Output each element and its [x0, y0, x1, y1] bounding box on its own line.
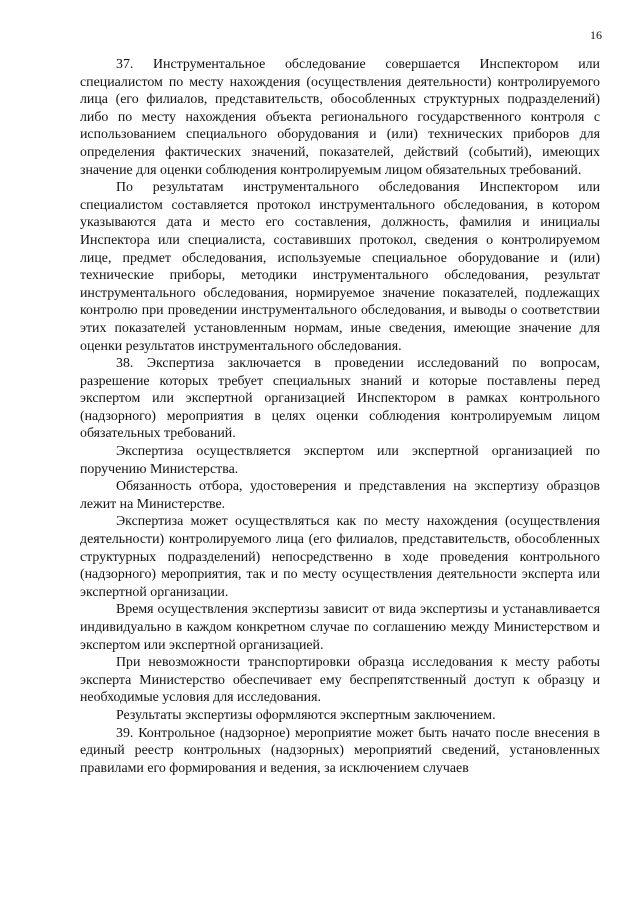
paragraph-inspection-protocol: По результатам инструментального обследования Инспектором или специалистом составляется протокол инструментального обследования, в котором указываются дата и место его составления, должность, фамилия и инициалы Инспектора или специалиста, составивших протокол, сведения о контролируемом лице, предмет обследования, используемые специальное оборудование и (или) технические приборы, методики инструментального обследования, результат инструментального обследования, нормируемое значение показателей, подлежащих контролю при проведении инструментального обследования, и выводы о соответствии этих показателей установленным нормам, иные сведения, имеющие значение для оценки результатов инструментального обследования. — [80, 180, 600, 354]
document-body — [80, 56, 600, 777]
paragraph-sample-duty: Обязанность отбора, удостоверения и представления на экспертизу образцов лежит на Министерстве. — [80, 479, 600, 512]
paragraph-expertise-performer: Экспертиза осуществляется экспертом или экспертной организацией по поручению Министерства. — [80, 444, 600, 477]
paragraph-expertise-definition: 38. Экспертиза заключается в проведении исследований по вопросам, разрешение которых требует специальных знаний и которые поставлены перед экспертом или экспертной организацией Инспектором в рамках контрольного (надзорного) мероприятия в целях оценки соблюдения контролируемым лицом обязательных требований. — [80, 356, 600, 442]
paragraph-sample-access: При невозможности транспортировки образца исследования к месту работы эксперта Министерство обеспечивает ему беспрепятственный доступ к образцу и необходимые условия для исследования. — [80, 655, 600, 706]
paragraph-measure-start: 39. Контрольное (надзорное) мероприятие может быть начато после внесения в единый реестр контрольных (надзорных) мероприятий сведений, установленных правилами его формирования и ведения, за исключением случаев — [80, 725, 600, 776]
paragraph-expertise-time: Время осуществления экспертизы зависит от вида экспертизы и устанавливается индивидуально в каждом конкретном случае по соглашению между Министерством и экспертом или экспертной организацией. — [80, 602, 600, 653]
page-number: 16 — [590, 28, 602, 42]
paragraph-expertise-results: Результаты экспертизы оформляются экспертным заключением. — [116, 707, 496, 723]
paragraph-instrumental-inspection: 37. Инструментальное обследование совершается Инспектором или специалистом по месту нахождения (осуществления деятельности) контролируемого лица (его филиалов, представительств, обособленных структурных подразделений) либо по месту нахождения объекта регионального государственного контроля с использованием специального оборудования и (или) технических приборов для определения фактических значений, показателей, действий (событий), имеющих значение для оценки соблюдения контролируемым лицом обязательных требований. — [80, 57, 600, 178]
paragraph-expertise-location: Экспертиза может осуществляться как по месту нахождения (осуществления деятельности) контролируемого лица (его филиалов, представительств, обособленных структурных подразделений) непосредственно в ходе проведения контрольного (надзорного) мероприятия, так и по месту осуществления деятельности эксперта или экспертной организации. — [80, 514, 600, 600]
